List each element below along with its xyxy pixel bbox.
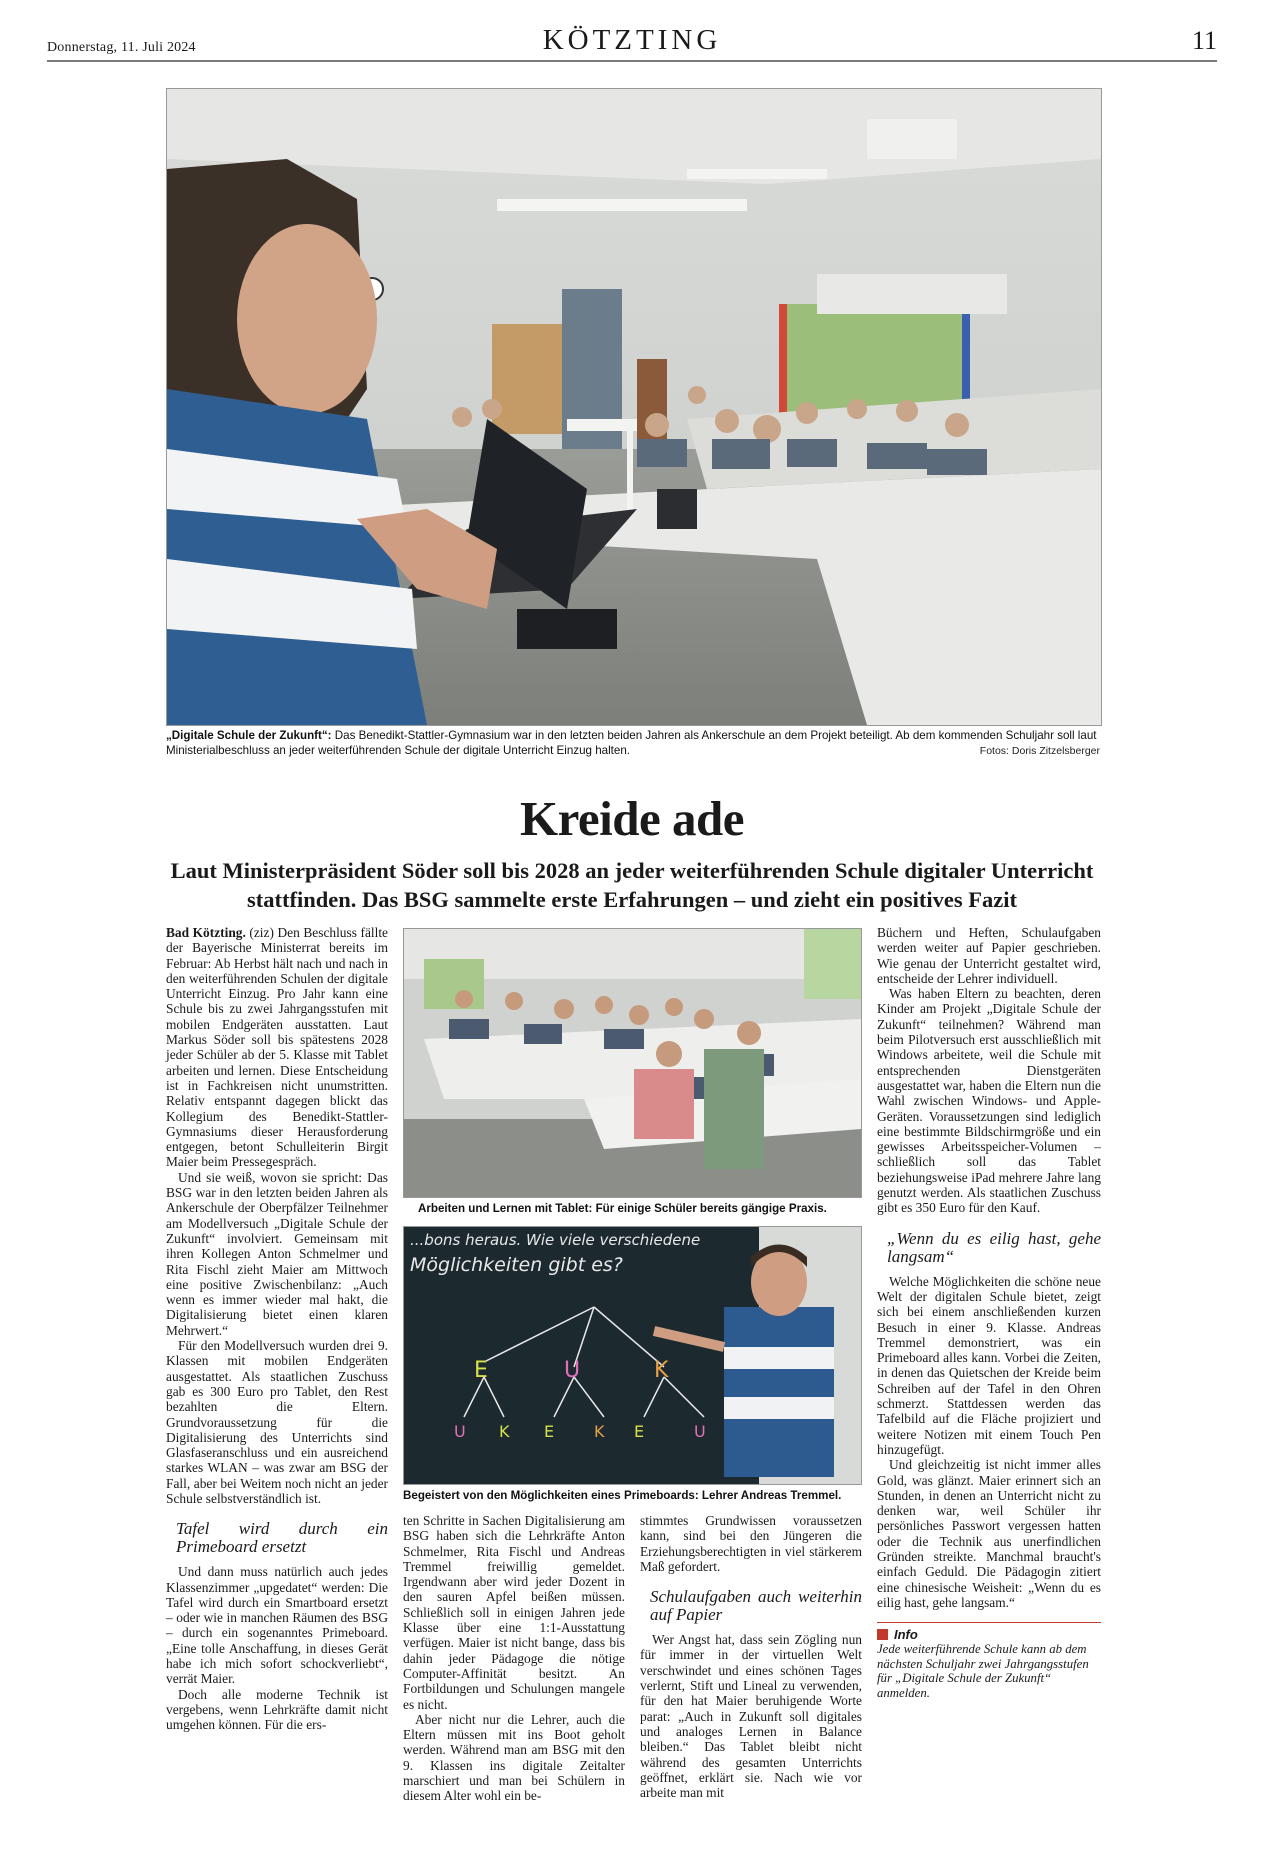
paragraph: stimmtes Grundwissen voraussetzen kann, sind bei den Jüngeren die Erziehungsberechtigten in viel stärkerem Maß gefordert. [640,1513,862,1574]
svg-text:K: K [594,1422,605,1441]
students-photo-caption: Arbeiten und Lernen mit Tablet: Für einige Schüler bereits gängige Praxis. [418,1202,827,1215]
svg-text:K: K [654,1358,669,1383]
svg-text:E: E [474,1358,488,1383]
page-number: 11 [1191,26,1217,55]
svg-text:U: U [564,1358,581,1383]
board-text-line-2: Möglichkeiten gibt es? [410,1254,623,1276]
issue-date: Donnerstag, 11. Juli 2024 [47,40,196,55]
paragraph: Und gleichzeitig ist nicht immer alles Gold, was glänzt. Maier erinnert sich an Stunden, in denen an Unterricht nicht zu denken war, weil Schüler ihr persönliches Passwort vergessen hatten oder die Technik aus unerfindlichen Gründen streikte. Manchmal braucht's einfach Geduld. Die Pädagogin zitiert eine chinesische Weisheit: „Wenn du es eilig hast, gehe langsam.“ [877,1457,1101,1610]
primeboard-photo-caption: Begeistert von den Möglichkeiten eines Primeboards: Lehrer Andreas Tremmel. [403,1489,842,1502]
main-photo [166,88,1102,726]
paragraph: Aber nicht nur die Lehrer, auch die Eltern müssen mit ins Boot geholt werden. Während man am BSG mit den 9. Klassen ins digitale Zeitalter marschiert und man bei Schülern in diesem Alter wohl ein be- [403,1711,625,1804]
svg-text:U: U [454,1422,466,1441]
primeboard-photo-illustration [404,1227,861,1484]
subheading: Tafel wird durch ein Primeboard ersetzt [176,1519,388,1557]
paragraph [166,925,388,1170]
subheading: „Wenn du es eilig hast, gehe langsam“ [887,1228,1101,1266]
info-text: Jede weiterführende Schule kann ab dem nächsten Schuljahr zwei Jahrgangsstufen für „Digitale Schule der Zukunft“ anmelden. [877,1642,1089,1700]
info-square-icon [877,1629,888,1640]
page-header [47,22,1217,62]
article-column-3 [640,1513,862,1800]
paragraph: ten Schritte in Sachen Digitalisierung am BSG haben sich die Lehrkräfte Anton Schmelmer, Rita Fischl und Andreas Tremmel freiwillig gemeldet. Irgendwann aber wird jeder Dozent in den sauren Apfel beißen müssen. Schließlich soll in einigen Jahren jede Klasse über eine 1:1-Ausstattung verfügen. Maier ist nicht bange, dass bis dahin jeder Pädagoge die nötige Computer-Affinität besitzt. An Fortbildungen und Schulungen mangele es nicht. [403,1513,625,1712]
paragraph: Büchern und Heften, Schulaufgaben werden weiter auf Papier geschrieben. Wie genau der Unterricht gestaltet wird, entscheide der Lehrer individuell. [877,925,1101,986]
section-title: KÖTZTING [542,24,722,56]
photo-credit: Fotos: Doris Zitzelsberger [979,745,1100,757]
classroom-photo-illustration [167,89,1101,725]
paragraph: Welche Möglichkeiten die schöne neue Welt der digitalen Schule bietet, zeigt sich bei einem anschließenden kurzen Besuch in einer 9. Klasse. Andreas Tremmel demonstriert, was ein Primeboard alles kann. Vorbei die Zeiten, in denen das Quietschen der Kreide beim Schreiben auf der Tafel in den Ohren schmerzt. Stattdessen werden das Tafelbild auf die Fläche projiziert und weitere Notizen mit einem Touch Pen hinzugefügt. [877,1273,1101,1457]
info-box [877,1622,1101,1700]
article-headline: Kreide ade [519,791,745,846]
article-column-4 [877,925,1101,1700]
svg-text:U: U [694,1422,706,1441]
paragraph-text: (ziz) Den Beschluss fällte der Bayerische Ministerrat bereits im Februar: Ab Herbst hält nach und nach in den weiterführenden Schulen der digitale Unterricht Einzug. Pro Jahr kann eine Schule bis zu zwei Jahrgangsstufen mit mobilen Endgeräten ausstatten. Laut Markus Söder soll bis spätestens 2028 jeder Schüler ab der 5. Klasse mit Tablet arbeiten und lernen. Diese Entscheidung ist in Fachkreisen nicht unumstritten. Relativ entspannt dagegen blickt das Kollegium des Benedikt-Stattler-Gymnasiums dieser Herausforderung entgegen, betont Schulleiterin Birgit Maier beim Pressegespräch. [166,925,389,1170]
main-photo-caption [166,728,1100,758]
paragraph: Doch alle moderne Technik ist vergebens, wenn Lehrkräfte damit nicht umgehen können. Für die ers- [166,1686,388,1733]
main-photo-caption-text: Das Benedikt-Stattler-Gymnasium war in den letzten beiden Jahren als Ankerschule an dem Projekt beteiligt. Ab dem kommenden Schuljahr soll laut Ministerialbeschluss an jeder weiterführenden Schule der digitale Unterricht Einzug halten. [166,729,1097,757]
article-column-2 [403,1513,625,1804]
paragraph: Und dann muss natürlich auch jedes Klassenzimmer „upgedatet“ werden: Die Tafel wird durch ein Smartboard ersetzt – oder wie in manchen Räumen des BSG – durch ein sogenanntes Primeboard. „Eine tolle Anschaffung, in dieses Gerät habe ich mich sofort schockverliebt“, verrät Maier. [166,1564,388,1687]
students-tablet-photo [403,928,862,1198]
paragraph: Was haben Eltern zu beachten, deren Kinder am Projekt „Digitale Schule der Zukunft“ teilnehmen? Während man beim Pilotversuch erst ausschließlich mit Windows arbeitete, weil die Schule mit entsprechenden Dienstgeräten ausgestattet war, haben die Eltern nun die Wahl zwischen Windows- und Apple-Geräten. Voraussetzungen sind lediglich eine bestimmte Bildschirmgröße und ein gewisses Arbeitsspeicher-Volumen – schließlich soll das Tablet beziehungsweise iPad mehrere Jahre lang genutzt werden. Als staatlichen Zuschuss gibt es 350 Euro für den Kauf. [877,986,1101,1216]
students-photo-illustration [404,929,861,1197]
paragraph: Für den Modellversuch wurden drei 9. Klassen mit mobilen Endgeräten ausgestattet. Als staatlichen Zuschuss gab es 300 Euro pro Tablet, den Rest bezahlten die Eltern. Grundvoraussetzung für die Digitalisierung des Unterrichts sind Glasfaseranschluss und ein ausreichend starkes WLAN – was zwar am BSG der Fall, aber bei Weitem noch nicht an jeder Schule selbstverständlich ist. [166,1338,388,1506]
subheading: Schulaufgaben auch weiterhin auf Papier [650,1587,862,1625]
paragraph: Wer Angst hat, dass sein Zögling nun für immer in der virtuellen Welt verschwindet und eines schönen Tages verlernt, Stift und Lineal zu verwenden, für den hat Maier beruhigende Worte parat: „Auch in Zukunft soll digitales und analoges Lernen in Balance bleiben.“ Das Tablet bleibt nicht während des gesamten Unterrichts geöffnet, erklärt sie. Nach wie vor arbeite man mit [640,1632,862,1801]
board-text-line-1: ...bons heraus. Wie viele verschiedene [410,1231,701,1249]
article-subheadline: Laut Ministerpräsident Söder soll bis 2028 an jeder weiterführenden Schule digitaler Unterricht stattfinden. Das BSG sammelte erste Erfahrungen – und zieht ein positives Fazit [170,858,1094,912]
info-box-header [877,1622,1101,1642]
article-column-1 [166,925,388,1733]
svg-text:E: E [544,1422,555,1441]
svg-text:E: E [634,1422,645,1441]
primeboard-photo [403,1226,862,1485]
svg-text:K: K [499,1422,510,1441]
paragraph: Und sie weiß, wovon sie spricht: Das BSG war in den letzten beiden Jahren als Ankerschule der Oberpfälzer Teilnehmer am Modellversuch „Digitale Schule der Zukunft“ involviert. Gemeinsam mit ihren Kollegen Anton Schmelmer und Rita Fischl zieht Maier am Mittwoch eine positive Zwischenbilanz: „Auch wenn es immer wieder mal hakt, die Digitalisierung bietet einen klaren Mehrwert.“ [166,1169,388,1338]
dateline: Bad Kötzting. [166,925,246,940]
main-photo-caption-lead: „Digitale Schule der Zukunft“: [166,729,332,742]
info-label: Info [894,1627,918,1643]
